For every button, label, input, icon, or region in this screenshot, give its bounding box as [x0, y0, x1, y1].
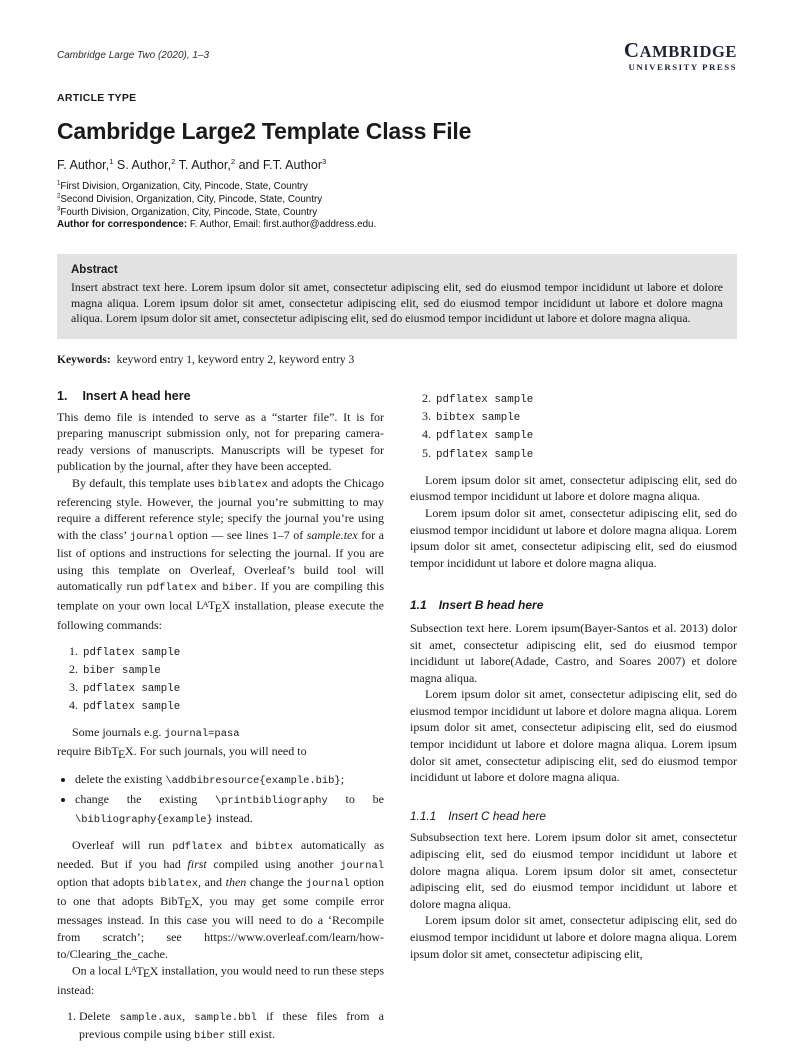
paragraph: Subsection text here. Lorem ipsum(Bayer-Santos et al. 2013) dolor sit amet, consectetur adipiscing elit, sed do eiusmod tempor incididunt ut labore(Adade, Castro, and Soares 2007) et dolore magna aliqua.: [410, 620, 737, 685]
section-title: Insert A head here: [82, 388, 191, 403]
affiliation-1: $^1$First Division, Organization, City, Pincode, State, Country: [57, 180, 308, 192]
correspondence-line: Author for correspondence: F. Author, Email: first.author@address.edu.: [57, 219, 377, 231]
paragraph: Overleaf will run pdflatex and bibtex automatically as needed. But if you had first compiled using another journal option that adopts biblatex, and then change the journal option to one that adopts BibTEX, you may get some compile error messages instead. In this case you will need to do a ‘Recompile from scratch’; see https://www.overleaf.com/learn/how-to/Clearing_the_cache.: [57, 838, 385, 961]
section-title: Insert B head here: [438, 598, 544, 613]
keywords-label: Keywords:: [57, 353, 111, 366]
paragraph: Lorem ipsum dolor sit amet, consectetur adipiscing elit, sed do eiusmod tempor incididunt ut labore et dolore magna aliqua. Lorem ipsum dolor sit amet, consectetur adipiscing elit,: [410, 913, 737, 961]
page-header: [57, 40, 737, 72]
keywords-line: [57, 354, 737, 366]
cambridge-university-press-logo: [624, 40, 737, 72]
section-1-heading: [57, 388, 384, 405]
abstract-box: [57, 254, 737, 339]
paragraph: By default, this template uses biblatex and adopts the Chicago referencing style. However, the journal you’re submitting to may require a different reference style; specify the journal you’re using with the class’ journal option — see lines 1–7 of sample.tex for a list of options and instructions for selecting the journal. If you are using this template on Overleaf, Overleaf’s build tool will automatically run pdflatex and biber. If you are compiling this template on your own local LATEX installation, please execute the following commands:: [57, 475, 385, 632]
section-1-1-1-heading: [410, 808, 737, 825]
bibtex-instructions-list: [57, 771, 384, 828]
right-column: [410, 388, 737, 1045]
left-column: [57, 388, 384, 1045]
list-item: 4. pdflatex sample: [434, 426, 737, 444]
logo-cambridge-text: CAMBRIDGE: [623, 38, 737, 62]
paragraph: Subsubsection text here. Lorem ipsum dolor sit amet, consectetur adipiscing elit, sed do eiusmod tempor incididunt ut labore et dolore magna aliqua. Lorem ipsum dolor sit amet, consectetur adipiscing elit, sed do eiusmod tempor incididunt ut labore et dolore magna aliqua.: [410, 830, 737, 911]
affiliations: [57, 181, 737, 232]
compile-steps-list-continued: [410, 390, 737, 463]
paragraph: This demo file is intended to serve as a “starter file”. It is for preparing manuscript submission only, not for preparing camera-ready versions of manuscripts. Manuscripts will be typeset for publication by the journal, after they have been accepted.: [57, 409, 384, 474]
list-item: 2. pdflatex sample: [434, 390, 737, 408]
keywords-text: keyword entry 1, keyword entry 2, keyword entry 3: [116, 353, 355, 366]
section-number: 1.: [57, 388, 68, 403]
section-number: 1.1: [410, 598, 427, 613]
list-item: 1. pdflatex sample: [81, 643, 384, 661]
list-item: 1. Delete sample.aux, sample.bbl if these files from a previous compile using biber still exist.: [79, 1008, 384, 1045]
section-title: Insert C head here: [448, 808, 546, 823]
paragraph: Lorem ipsum dolor sit amet, consectetur adipiscing elit, sed do eiusmod tempor incididunt ut labore et dolore magna aliqua.: [410, 472, 737, 504]
list-item: 4. pdflatex sample: [81, 697, 384, 715]
article-title: Cambridge Large2 Template Class File: [57, 117, 472, 144]
article-body: [57, 388, 737, 1045]
section-number: 1.1.1: [410, 808, 437, 823]
paragraph: Some journals e.g. journal=pasa require BibTEX. For such journals, you will need to: [57, 725, 307, 761]
abstract-text: Insert abstract text here. Lorem ipsum dolor sit amet, consectetur adipiscing elit, sed do eiusmod tempor incididunt ut labore et dolore magna aliqua. Lorem ipsum dolor sit amet, consectetur adipiscing elit, sed do eiusmod tempor incididunt ut labore et dolore magna aliqua. Lorem ipsum dolor sit amet, consectetur adipiscing elit, sed do eiusmod tempor incididunt ut labore et dolore magna aliqua.: [71, 280, 723, 326]
affiliation-3: $^3$Fourth Division, Organization, City, Pincode, State, Country: [57, 206, 318, 218]
abstract-heading: Abstract: [71, 264, 118, 277]
list-item: • change the existing \printbibliography to be \bibliography{example} instead.: [75, 791, 384, 828]
list-item: 2. biber sample: [81, 661, 384, 679]
list-item: 5. pdflatex sample: [434, 445, 737, 463]
affiliation-2: $^2$Second Division, Organization, City, Pincode, State, Country: [57, 193, 323, 205]
journal-citation-line: Cambridge Large Two (2020), 1–3: [57, 50, 210, 61]
article-type-label: ARTICLE TYPE: [57, 91, 137, 104]
section-1-1-heading: [410, 597, 737, 614]
list-item: 3. bibtex sample: [434, 408, 737, 426]
list-item: 3. pdflatex sample: [81, 679, 384, 697]
local-steps-list: [57, 1008, 384, 1045]
author-list: F. Author,$^1$ S. Author,$^2$ T. Author,$^2$ and F.T. Author$^3$: [57, 156, 327, 172]
compile-steps-list: [57, 643, 384, 716]
paragraph: Lorem ipsum dolor sit amet, consectetur adipiscing elit, sed do eiusmod tempor incididunt ut labore et dolore magna aliqua. Lorem ipsum dolor sit amet, consectetur adipiscing elit, sed do eiusmod tempor incididunt ut labore et dolore magna aliqua. Lorem ipsum dolor sit amet, consectetur adipiscing elit, sed do eiusmod tempor incididunt ut labore et dolore magna aliqua.: [410, 687, 737, 785]
list-item: • delete the existing \addbibresource{example.bib};: [75, 771, 384, 790]
logo-university-press-text: UNIVERSITY PRESS: [628, 61, 737, 72]
paragraph: Lorem ipsum dolor sit amet, consectetur adipiscing elit, sed do eiusmod tempor incididunt ut labore et dolore magna aliqua. Lorem ipsum dolor sit amet, consectetur adipiscing elit, sed do eiusmod tempor incididunt ut labore et dolore magna aliqua.: [410, 505, 737, 570]
paragraph: On a local LATEX installation, you would need to run these steps instead:: [57, 963, 385, 998]
